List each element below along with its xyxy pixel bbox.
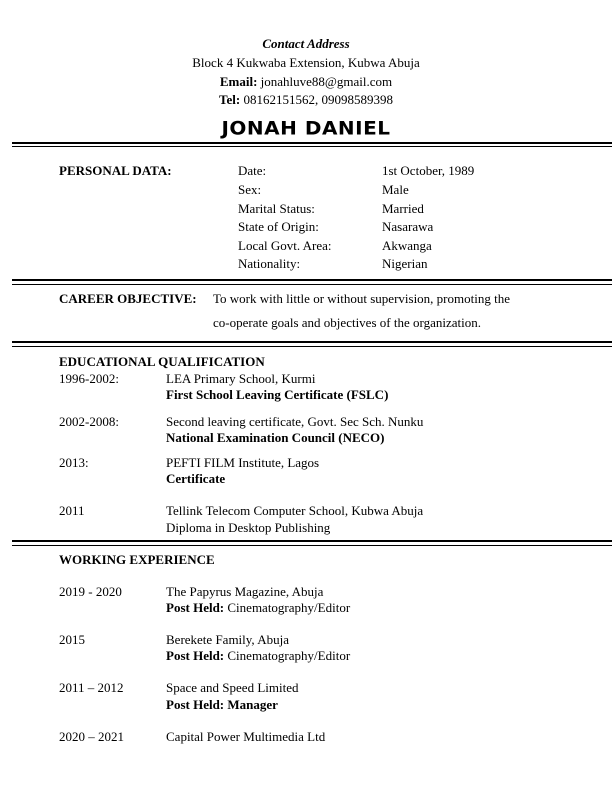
work-company: Capital Power Multimedia Ltd	[166, 729, 326, 744]
post-label: Post Held:	[166, 697, 225, 712]
work-year: 2015	[59, 632, 85, 647]
education-school: Tellink Telecom Computer School, Kubwa Abuja	[166, 503, 424, 518]
post-value: Cinematography/Editor	[227, 600, 351, 615]
education-award: Diploma in Desktop Publishing	[166, 520, 331, 535]
personal-label: Local Govt. Area:	[238, 238, 332, 253]
divider	[12, 279, 612, 281]
divider	[12, 545, 612, 546]
divider	[12, 284, 612, 285]
education-year: 2011	[59, 503, 85, 518]
education-award: First School Leaving Certificate (FSLC)	[166, 387, 389, 402]
divider	[12, 540, 612, 542]
candidate-name: JONAH DANIEL	[221, 116, 391, 140]
education-heading: EDUCATIONAL QUALIFICATION	[59, 354, 265, 369]
career-text-line1: To work with little or without supervision, promoting the	[213, 291, 510, 306]
email-label: Email:	[219, 74, 258, 89]
personal-value: Married	[382, 201, 424, 216]
personal-label: Sex:	[238, 182, 262, 197]
work-year: 2019 - 2020	[59, 584, 122, 599]
post-value: Cinematography/Editor	[227, 648, 351, 663]
personal-label: State of Origin:	[238, 219, 319, 234]
divider	[12, 341, 612, 343]
personal-value: Nigerian	[382, 256, 428, 271]
contact-heading: Contact Address	[262, 36, 350, 51]
contact-tel-line	[0, 92, 612, 108]
post-label: Post Held:	[166, 648, 225, 663]
work-year: 2020 – 2021	[59, 729, 124, 744]
personal-value: Akwanga	[382, 238, 432, 253]
work-post-line	[166, 697, 278, 713]
personal-heading: PERSONAL DATA:	[59, 163, 172, 178]
career-text-line2: co-operate goals and objectives of the organization.	[213, 315, 481, 330]
contact-address: Block 4 Kukwaba Extension, Kubwa Abuja	[192, 55, 420, 70]
education-year: 2013:	[59, 455, 89, 470]
post-label: Post Held:	[166, 600, 225, 615]
education-school: LEA Primary School, Kurmi	[166, 371, 316, 386]
personal-label: Date:	[238, 163, 267, 178]
work-company: Berekete Family, Abuja	[166, 632, 289, 647]
divider	[12, 142, 612, 144]
work-post-line	[166, 600, 350, 616]
divider	[12, 146, 612, 147]
education-award: National Examination Council (NECO)	[166, 430, 385, 445]
personal-value: 1st October, 1989	[382, 163, 475, 178]
education-award: Certificate	[166, 471, 226, 486]
divider	[12, 346, 612, 347]
education-school: PEFTI FILM Institute, Lagos	[166, 455, 320, 470]
post-value: Manager	[227, 697, 278, 712]
work-post-line	[166, 648, 350, 664]
personal-value: Nasarawa	[382, 219, 434, 234]
personal-label: Marital Status:	[238, 201, 315, 216]
education-year: 1996-2002:	[59, 371, 119, 386]
personal-label: Nationality:	[238, 256, 301, 271]
work-company: The Papyrus Magazine, Abuja	[166, 584, 324, 599]
education-year: 2002-2008:	[59, 414, 119, 429]
work-company: Space and Speed Limited	[166, 680, 299, 695]
work-year: 2011 – 2012	[59, 680, 124, 695]
work-heading: WORKING EXPERIENCE	[59, 552, 215, 567]
career-heading: CAREER OBJECTIVE:	[59, 291, 197, 306]
tel-value: 08162151562, 09098589398	[243, 92, 393, 107]
contact-email-line	[0, 74, 612, 90]
personal-value: Male	[382, 182, 409, 197]
tel-label: Tel:	[219, 92, 241, 107]
email-value[interactable]: jonahluve88@gmail.com	[260, 74, 393, 89]
education-school: Second leaving certificate, Govt. Sec Sch. Nunku	[166, 414, 424, 429]
